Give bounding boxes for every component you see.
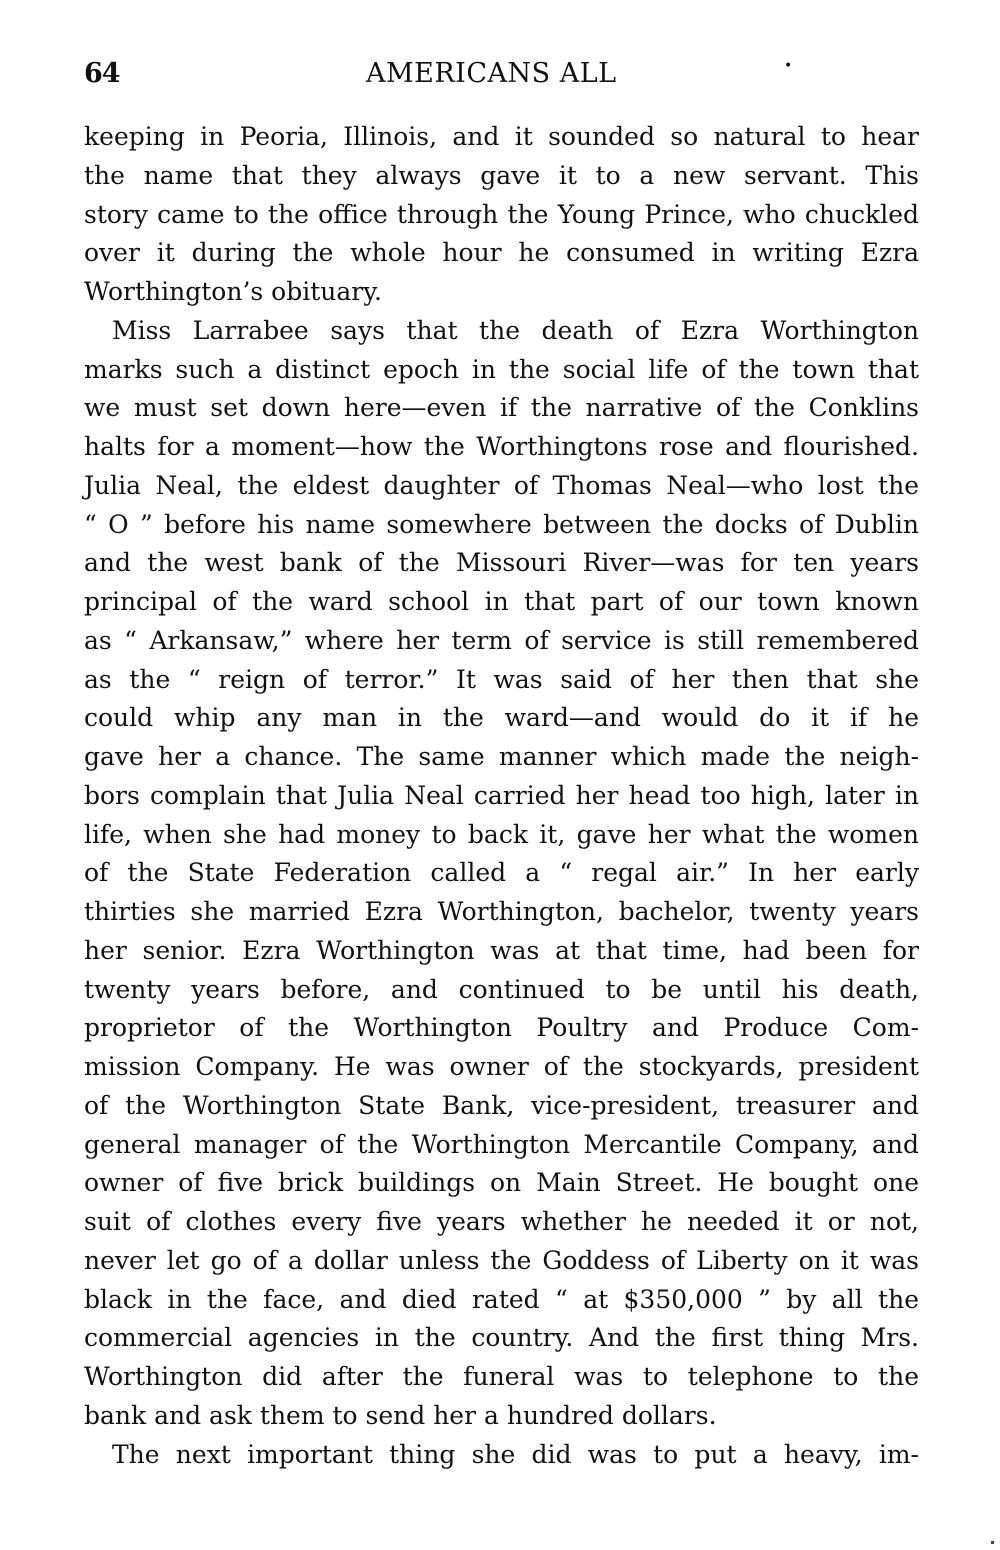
text-line: Worthington’s obituary. [84, 277, 382, 306]
text-line: of the Worthington State Bank, vice-president, treasurer and [84, 1090, 919, 1120]
text-line: of the State Federation called a “ regal air.” In her early [84, 858, 919, 888]
text-line: could whip any man in the ward—and would do it if he [84, 703, 919, 733]
text-line: life, when she had money to back it, gave her what the women [84, 819, 919, 849]
text-line: “ O ” before his name somewhere between the docks of Dublin [84, 509, 919, 539]
text-line: Worthington did after the funeral was to telephone to the [84, 1362, 919, 1391]
text-line: The next important thing she did was to put a heavy, im- [112, 1439, 919, 1469]
text-line: marks such a distinct epoch in the social life of the town that [84, 354, 919, 384]
scan-speck [991, 1541, 994, 1544]
text-line: Julia Neal, the eldest daughter of Thomas Neal—who lost the [84, 470, 919, 500]
text-line: bank and ask them to send her a hundred dollars. [84, 1400, 717, 1430]
text-line: thirties she married Ezra Worthington, bachelor, twenty years [84, 897, 919, 926]
text-line: black in the face, and died rated “ at $350,000 ” by all the [84, 1284, 919, 1314]
text-line: Miss Larrabee says that the death of Ezra Worthington [112, 315, 919, 345]
text-line: halts for a moment—how the Worthingtons rose and flourished. [84, 432, 919, 461]
text-line: and the west bank of the Missouri River—was for ten years [84, 548, 919, 578]
text-line: commercial agencies in the country. And the first thing Mrs. [84, 1323, 919, 1353]
text-line: the name that they always gave it to a new servant. This [84, 160, 919, 190]
body-text [84, 118, 919, 1474]
text-line: as “ Arkansaw,” where her term of service is still remembered [84, 625, 919, 655]
text-line: never let go of a dollar unless the Goddess of Liberty on it was [84, 1245, 919, 1275]
running-head: AMERICANS ALL [366, 58, 617, 89]
page-number: 64 [84, 58, 120, 89]
text-line: proprietor of the Worthington Poultry and Produce Com- [84, 1013, 919, 1043]
book-page [84, 52, 919, 1474]
text-line: twenty years before, and continued to be until his death, [84, 974, 919, 1004]
text-line: her senior. Ezra Worthington was at that time, had been for [84, 935, 919, 965]
text-line: bors complain that Julia Neal carried her head too high, later in [84, 780, 919, 810]
text-line: as the “ reign of terror.” It was said of her then that she [84, 664, 919, 694]
stray-mark: • [784, 58, 793, 74]
text-line: gave her a chance. The same manner which made the neigh- [84, 742, 919, 771]
text-line: keeping in Peoria, Illinois, and it sounded so natural to hear [84, 122, 919, 151]
text-line: mission Company. He was owner of the stockyards, president [84, 1052, 919, 1081]
text-line: over it during the whole hour he consumed in writing Ezra [84, 238, 919, 268]
text-line: suit of clothes every five years whether he needed it or not, [84, 1207, 919, 1236]
text-line: principal of the ward school in that part of our town known [84, 587, 919, 616]
text-line: general manager of the Worthington Mercantile Company, and [84, 1129, 919, 1159]
text-line: we must set down here—even if the narrative of the Conklins [84, 393, 919, 423]
text-line: story came to the office through the Young Prince, who chuckled [84, 199, 919, 229]
page-header [84, 52, 919, 102]
text-line: owner of five brick buildings on Main Street. He bought one [84, 1168, 919, 1198]
